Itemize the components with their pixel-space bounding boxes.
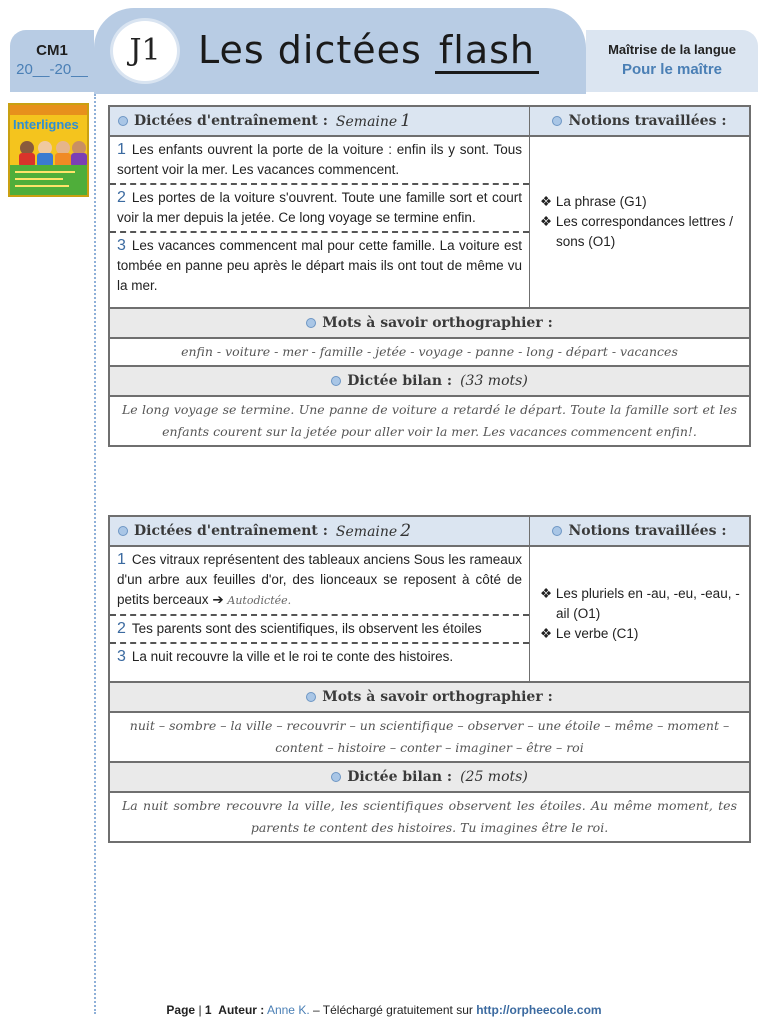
book-title: Interlignes	[13, 117, 79, 132]
level-panel	[10, 30, 94, 92]
notion-item: ❖ Les pluriels en -au, -eu, -eau, -ail (O1)	[540, 586, 740, 621]
dictee-item: 2 Les portes de la voiture s'ouvrent. Toute une famille sort et court voir la mer depuis la jetée. Ce long voyage se termine enfin.	[110, 185, 529, 233]
dictee-item: 3 Les vacances commencent mal pour cette famille. La voiture est tombée en panne peu après le départ mais ils ont tout de même vu la mer.	[117, 237, 522, 293]
level-label: CM1	[36, 42, 68, 59]
dictee-item: 3 La nuit recouvre la ville et le roi te conte des histoires.	[117, 648, 454, 665]
week2-bilan-header-row	[110, 763, 749, 793]
week1-words-header-row	[110, 309, 749, 339]
download-text: – Téléchargé gratuitement sur	[313, 1003, 473, 1017]
week1-notions	[530, 137, 749, 307]
bilan-text: La nuit sombre recouvre la ville, les scientifiques observent les étoiles. Au même moment, tes parents te content des histoires. Tu imagines être le roi.	[122, 798, 737, 835]
week2-bilan-row	[110, 793, 749, 841]
week1-notions-header: Notions travaillées :	[530, 107, 749, 135]
words-list: enfin - voiture - mer - famille - jetée - voyage - panne - long - départ - vacances	[181, 344, 678, 359]
week2-notions-header: Notions travaillées :	[530, 517, 749, 545]
dictee-item: 1 Ces vitraux représentent des tableaux anciens Sous les rameaux d'un arbre aux feuilles d'or, des lionceaux se reposent à côté de petits berceaux ➔ Autodictée.	[110, 547, 529, 616]
week2-training-header: Dictées d'entraînement : Semaine 2	[110, 517, 530, 545]
week2-dictees	[110, 547, 530, 681]
week1-dictees	[110, 137, 530, 307]
week2-table	[108, 515, 751, 843]
dictee-item: 2 Tes parents sont des scientifiques, ils observent les étoiles	[110, 616, 529, 644]
children-illustration	[16, 141, 84, 167]
page-title	[198, 28, 539, 78]
week2-header-row	[110, 517, 749, 547]
week2-notions	[530, 547, 749, 681]
week1-content-row	[110, 137, 749, 309]
title-flash: flash	[435, 29, 539, 74]
school-year: 20__-20__	[16, 61, 88, 78]
bullet-dot-icon	[331, 376, 341, 386]
bullet-dot-icon	[331, 772, 341, 782]
week2-words-row	[110, 713, 749, 763]
arrow-right-icon: ➔	[212, 592, 224, 607]
bilan-text: Le long voyage se termine. Une panne de voiture a retardé le départ. Toute la famille sort et les enfants courent sur la jetée pour aller voir la mer. Les vacances commencent enfin!.	[122, 402, 737, 439]
week1-header-row	[110, 107, 749, 137]
words-label: Mots à savoir orthographier :	[322, 315, 553, 331]
page-number: 1	[204, 1003, 212, 1017]
notion-item: ❖ Les correspondances lettres / sons (O1)	[540, 214, 733, 249]
title-main: Les dictées	[198, 28, 422, 72]
site-link[interactable]: http://orpheecole.com	[476, 1003, 602, 1017]
page-footer: Page | 1 Auteur : Anne K. – Téléchargé gratuitement sur http://orpheecole.com	[166, 1003, 602, 1017]
book-cover-image	[8, 103, 89, 197]
bullet-dot-icon	[306, 692, 316, 702]
domain-label: Maîtrise de la langue	[608, 42, 736, 57]
bilan-label: Dictée bilan :	[347, 373, 453, 389]
notion-item: ❖ La phrase (G1)	[540, 194, 647, 209]
page-label: Page	[166, 1003, 196, 1017]
domain-panel	[586, 30, 758, 92]
week1-words-row	[110, 339, 749, 367]
author-label: Auteur :	[218, 1003, 265, 1017]
bilan-count: (33 mots)	[460, 373, 528, 389]
week1-training-header: Dictées d'entraînement : Semaine 1	[110, 107, 530, 135]
week2-words-header-row	[110, 683, 749, 713]
week1-table	[108, 105, 751, 447]
week1-bilan-row	[110, 397, 749, 445]
audience-label: Pour le maître	[621, 61, 723, 78]
bilan-count: (25 mots)	[460, 769, 528, 785]
bullet-dot-icon	[118, 116, 128, 126]
words-list: nuit – sombre – la ville – recouvrir – un scientifique – observer – une étoile – même – moment – content – histoire – conter – imaginer – être – roi	[129, 718, 730, 755]
bullet-dot-icon	[552, 116, 562, 126]
words-label: Mots à savoir orthographier :	[322, 689, 553, 705]
bullet-dot-icon	[306, 318, 316, 328]
dictee-item: 1 Les enfants ouvrent la porte de la voiture : enfin ils y sont. Tous sortent voir la mer. Les vacances commencent.	[110, 137, 529, 185]
notion-item: ❖ Le verbe (C1)	[540, 626, 639, 641]
week2-content-row	[110, 547, 749, 683]
margin-line	[94, 94, 96, 1014]
bullet-dot-icon	[552, 526, 562, 536]
day-badge: J1	[110, 18, 180, 84]
bullet-dot-icon	[118, 526, 128, 536]
bilan-label: Dictée bilan :	[347, 769, 453, 785]
author-name: Anne K.	[266, 1003, 310, 1017]
week1-bilan-header-row	[110, 367, 749, 397]
